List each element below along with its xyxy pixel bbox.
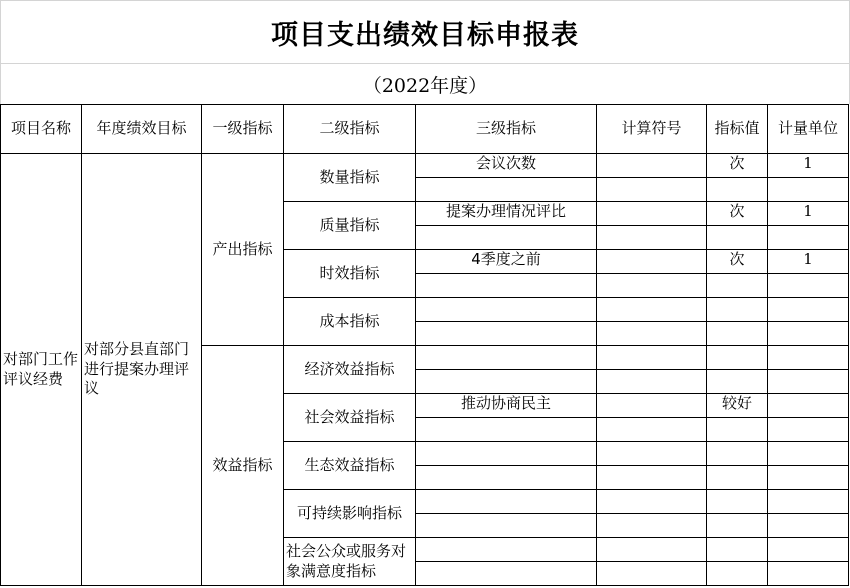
- header-level2: 二级指标: [284, 105, 416, 154]
- level2-sustainable: 可持续影响指标: [284, 490, 416, 538]
- symbol-cell: [597, 250, 707, 274]
- header-value: 指标值: [707, 105, 768, 154]
- level2-satisfaction: 社会公众或服务对象满意度指标: [284, 538, 416, 586]
- value-cell: 较好: [707, 394, 768, 418]
- level3-cell: 提案办理情况评比: [416, 202, 597, 226]
- performance-table: [0, 104, 849, 586]
- level2-social: 社会效益指标: [284, 394, 416, 442]
- unit-cell: 1: [768, 154, 849, 178]
- level2-ecological: 生态效益指标: [284, 442, 416, 490]
- project-name-cell: 对部门工作评议经费: [1, 154, 82, 586]
- level2-cost: 成本指标: [284, 298, 416, 346]
- annual-goal-cell: 对部分县直部门进行提案办理评议: [82, 154, 202, 586]
- value-cell: 次: [707, 154, 768, 178]
- level2-economic: 经济效益指标: [284, 346, 416, 394]
- header-unit: 计量单位: [768, 105, 849, 154]
- header-project-name: 项目名称: [1, 105, 82, 154]
- value-cell: 次: [707, 250, 768, 274]
- page-title: 项目支出绩效目标申报表: [0, 0, 850, 63]
- level3-cell: 会议次数: [416, 154, 597, 178]
- level2-quality: 质量指标: [284, 202, 416, 250]
- level1-output: 产出指标: [202, 154, 284, 346]
- year-subtitle: （2022年度）: [0, 63, 850, 104]
- unit-cell: 1: [768, 250, 849, 274]
- unit-cell: [768, 394, 849, 418]
- value-cell: 次: [707, 202, 768, 226]
- level3-cell: 推动协商民主: [416, 394, 597, 418]
- header-row: [1, 105, 849, 154]
- level2-timeliness: 时效指标: [284, 250, 416, 298]
- header-symbol: 计算符号: [597, 105, 707, 154]
- header-level1: 一级指标: [202, 105, 284, 154]
- level2-quantity: 数量指标: [284, 154, 416, 202]
- symbol-cell: [597, 394, 707, 418]
- header-level3: 三级指标: [416, 105, 597, 154]
- symbol-cell: [597, 202, 707, 226]
- header-annual-goal: 年度绩效目标: [82, 105, 202, 154]
- level1-benefit: 效益指标: [202, 346, 284, 586]
- unit-cell: 1: [768, 202, 849, 226]
- table-row: [1, 154, 849, 178]
- symbol-cell: [597, 154, 707, 178]
- level3-cell: 4季度之前: [416, 250, 597, 274]
